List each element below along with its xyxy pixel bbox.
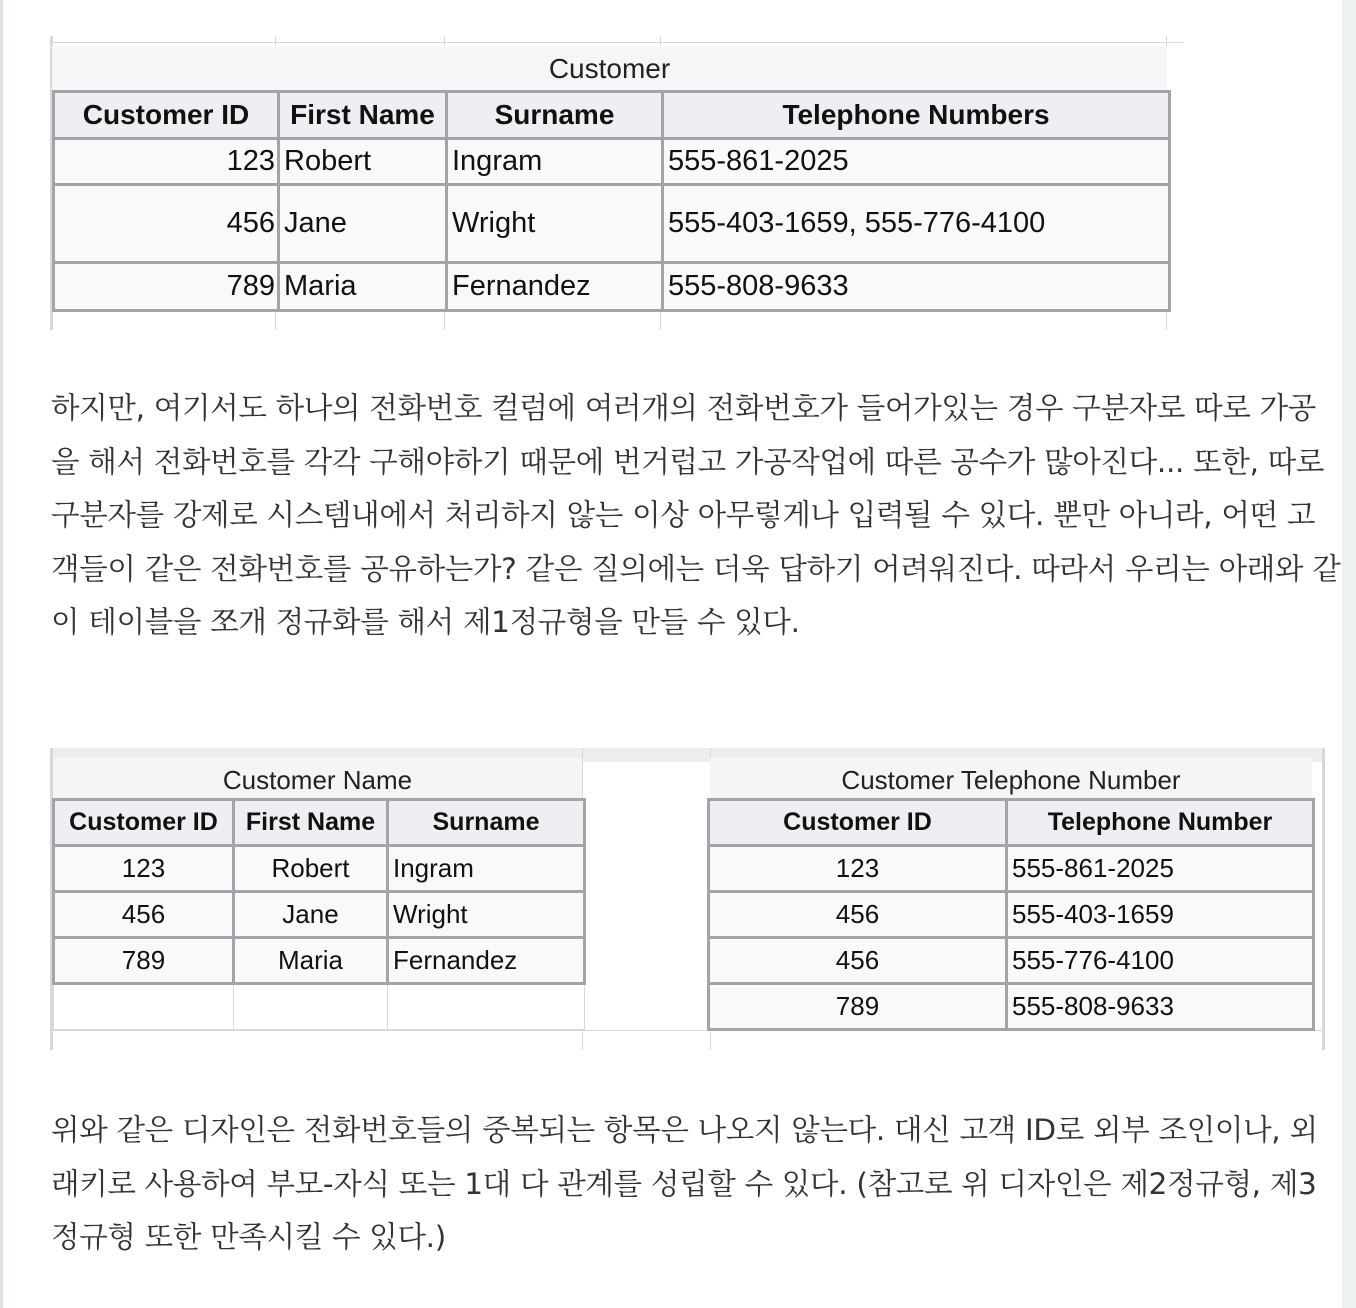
cell-surname: Wright	[447, 185, 663, 263]
table-row	[709, 892, 1314, 938]
cell-telephone: 555-861-2025	[1007, 846, 1314, 892]
cell-customer-id: 123	[709, 846, 1007, 892]
page-left-border	[0, 0, 3, 1308]
body-paragraph: 하지만, 여기서도 하나의 전화번호 컬럼에 여러개의 전화번호가 들어가있는 경우 구분자로 따로 가공을 해서 전화번호를 각각 구해야하기 때문에 번거럽고 가공작업에 따른 공수가 많아진다... 또한, 따로 구분자를 강제로 시스템내에서 처리하지 않는 이상 아무렇게나 입력될 수 있다. 뿐만 아니라, 어떤 고객들이 같은 전화번호를 공유하는가? 같은 질의에는 더욱 답하기 어려워진다. 따라서 우리는 아래와 같이 테이블을 쪼개 정규화를 해서 제1정규형을 만들 수 있다.	[51, 391, 1341, 639]
cell-telephone: 555-403-1659	[1007, 892, 1314, 938]
name-table-caption: Customer Name	[53, 758, 582, 804]
customer-telephone-table	[707, 798, 1315, 1031]
cell-surname: Fernandez	[447, 263, 663, 311]
cell-customer-id: 456	[54, 892, 234, 938]
cell-first-name: Jane	[279, 185, 447, 263]
cell-customer-id: 789	[54, 938, 234, 984]
cell-telephone: 555-776-4100	[1007, 938, 1314, 984]
normalized-tables-image	[50, 748, 1325, 1050]
header-first-name: First Name	[234, 800, 388, 846]
table-row	[54, 938, 585, 984]
cell-telephone: 555-808-9633	[1007, 984, 1314, 1030]
empty-cell	[54, 984, 234, 1030]
scrollbar-track[interactable]	[1342, 0, 1356, 1308]
cell-customer-id: 456	[54, 185, 279, 263]
header-surname: Surname	[388, 800, 585, 846]
cell-first-name: Maria	[279, 263, 447, 311]
cell-surname: Fernandez	[388, 938, 585, 984]
customer-table-caption: Customer	[52, 46, 1167, 94]
table-row	[54, 263, 1170, 311]
empty-cell	[388, 984, 585, 1030]
header-first-name: First Name	[279, 92, 447, 139]
cell-customer-id: 789	[54, 263, 279, 311]
body-paragraph: 위와 같은 디자인은 전화번호들의 중복되는 항목은 나오지 않는다. 대신 고객 ID로 외부 조인이나, 외래키로 사용하여 부모-자식 또는 1대 다 관계를 성립할 수 있다. (참고로 위 디자인은 제2정규형, 제3정규형 또한 만족시킬 수 있다.)	[51, 1113, 1318, 1254]
header-customer-id: Customer ID	[54, 92, 279, 139]
header-telephone-numbers: Telephone Numbers	[663, 92, 1170, 139]
cell-customer-id: 456	[709, 892, 1007, 938]
table-header-row	[54, 800, 585, 846]
table-row	[54, 139, 1170, 185]
cell-telephone: 555-861-2025	[663, 139, 1170, 185]
cell-telephone: 555-403-1659, 555-776-4100	[663, 185, 1170, 263]
table-row	[54, 185, 1170, 263]
cell-customer-id: 123	[54, 846, 234, 892]
cell-surname: Wright	[388, 892, 585, 938]
cell-customer-id: 123	[54, 139, 279, 185]
table-row	[54, 846, 585, 892]
cell-customer-id: 789	[709, 984, 1007, 1030]
gridline	[1322, 748, 1325, 1050]
cell-first-name: Robert	[234, 846, 388, 892]
empty-row	[54, 984, 585, 1030]
cell-telephone: 555-808-9633	[663, 263, 1170, 311]
customer-name-table	[52, 798, 586, 1030]
cell-surname: Ingram	[447, 139, 663, 185]
cell-surname: Ingram	[388, 846, 585, 892]
customer-table	[52, 90, 1171, 312]
table-row	[709, 984, 1314, 1030]
header-surname: Surname	[447, 92, 663, 139]
table-row	[709, 938, 1314, 984]
cell-first-name: Jane	[234, 892, 388, 938]
cell-first-name: Robert	[279, 139, 447, 185]
table-header-row	[54, 92, 1170, 139]
header-customer-id: Customer ID	[54, 800, 234, 846]
gridline	[50, 42, 1184, 43]
cell-first-name: Maria	[234, 938, 388, 984]
table-row	[54, 892, 585, 938]
cell-customer-id: 456	[709, 938, 1007, 984]
header-customer-id: Customer ID	[709, 800, 1007, 846]
table-header-row	[709, 800, 1314, 846]
phone-table-caption: Customer Telephone Number	[710, 758, 1312, 804]
table-row	[709, 846, 1314, 892]
customer-table-image	[50, 36, 1184, 330]
header-telephone-number: Telephone Number	[1007, 800, 1314, 846]
empty-cell	[234, 984, 388, 1030]
